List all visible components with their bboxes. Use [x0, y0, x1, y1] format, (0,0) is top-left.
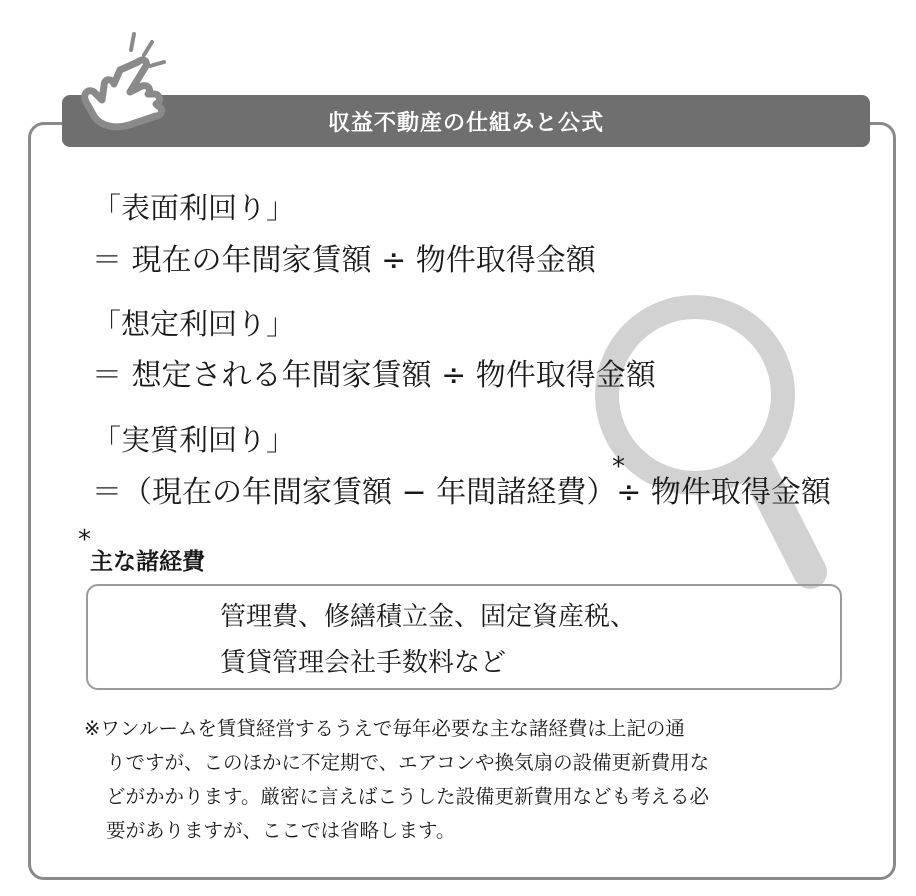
note-line: りですが、このほかに不定期で、エアコンや換気扇の設備更新費用な — [106, 751, 710, 774]
note-line: 要がありますが、ここでは省略します。 — [106, 819, 456, 842]
note-line: どがかかります。厳密に言えばこうした設備更新費用なども考える必 — [106, 785, 709, 808]
expenses-line: 賃貸管理会社手数料など — [220, 648, 507, 678]
footnote-mark: * — [612, 452, 625, 482]
formula-net-yield-expression: ＝（現在の年間家賃額 − 年間諸経費）÷ 物件取得金額 — [92, 475, 831, 510]
formula-expected-yield-expression: ＝ 想定される年間家賃額 ÷ 物件取得金額 — [92, 358, 656, 393]
formula-surface-yield-name: 「表面利回り」 — [92, 191, 296, 225]
note — [84, 712, 874, 848]
formula-expected-yield-name: 「想定利回り」 — [92, 307, 296, 341]
note-line: ※ワンルームを賃貸経営するうえで毎年必要な主な諸経費は上記の通 — [84, 717, 685, 740]
page-title: 収益不動産の仕組みと公式 — [327, 110, 604, 136]
pointing-hand-icon — [72, 28, 182, 138]
expenses-line: 管理費、修繕積立金、固定資産税、 — [220, 602, 637, 632]
formula-surface-yield-expression: ＝ 現在の年間家賃額 ÷ 物件取得金額 — [92, 243, 596, 278]
expenses-mark: * — [78, 525, 91, 555]
formula-net-yield-name: 「実質利回り」 — [92, 423, 296, 457]
expenses-title: 主な諸経費 — [90, 549, 205, 575]
title-bar — [62, 95, 870, 147]
